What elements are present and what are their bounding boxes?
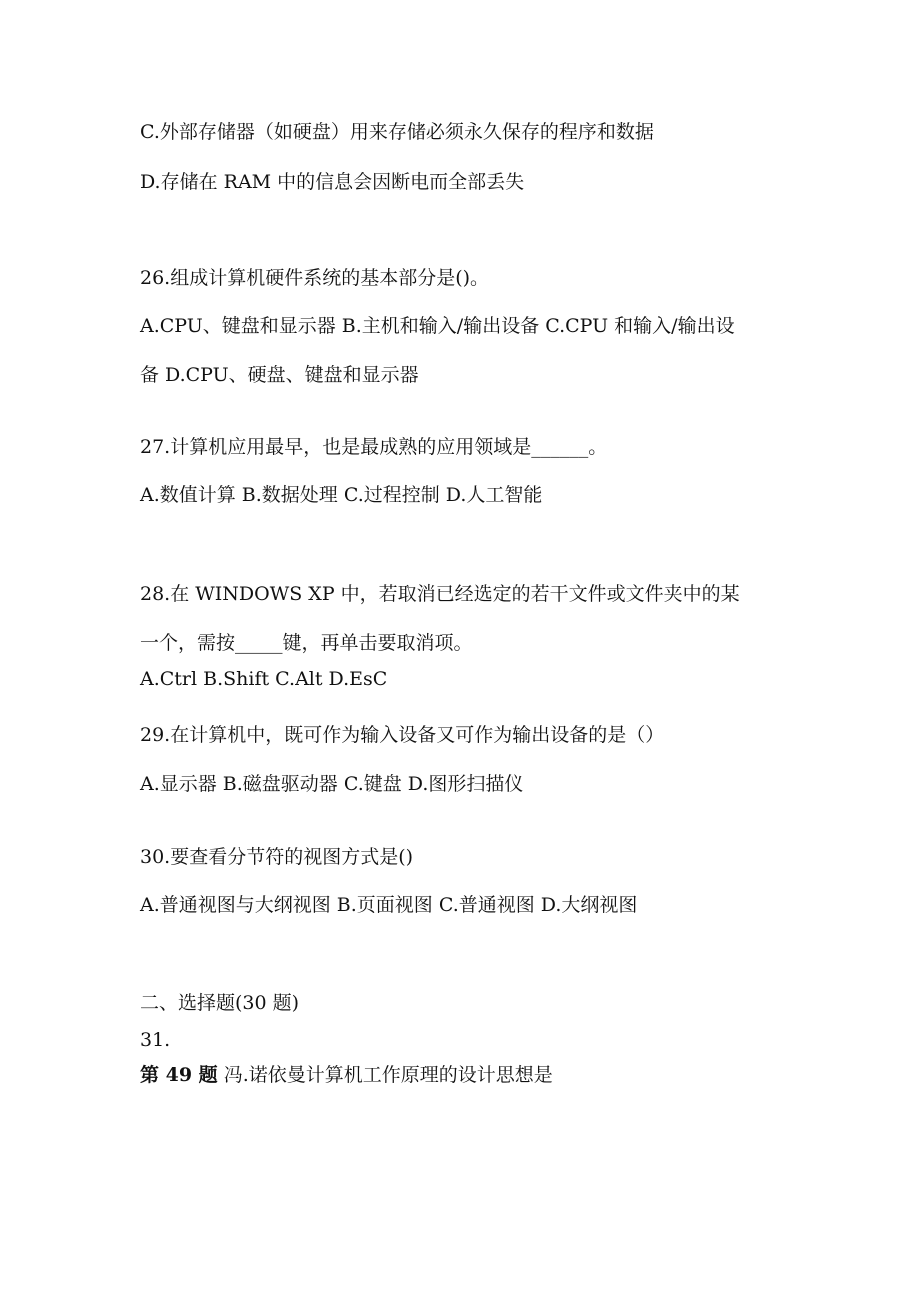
- question-28-line1: 28.在 WINDOWS XP 中，若取消已经选定的若干文件或文件夹中的某: [140, 583, 740, 605]
- question-29: 29.在计算机中，既可作为输入设备又可作为输出设备的是（）: [140, 724, 665, 746]
- question-31-number: 31.: [140, 1029, 171, 1051]
- option-c-text: C.外部存储器（如硬盘）用来存储必须永久保存的程序和数据: [140, 121, 654, 143]
- question-26-options-line1: A.CPU、键盘和显示器 B.主机和输入/输出设备 C.CPU 和输入/输出设: [140, 315, 735, 337]
- question-31-text: 冯.诺依曼计算机工作原理的设计思想是: [217, 1064, 553, 1086]
- question-27-options: A.数值计算 B.数据处理 C.过程控制 D.人工智能: [140, 484, 543, 506]
- question-27: 27.计算机应用最早，也是最成熟的应用领域是______。: [140, 436, 608, 458]
- question-29-options: A.显示器 B.磁盘驱动器 C.键盘 D.图形扫描仪: [140, 773, 524, 795]
- question-30-options: A.普通视图与大纲视图 B.页面视图 C.普通视图 D.大纲视图: [140, 894, 638, 916]
- question-26: 26.组成计算机硬件系统的基本部分是()。: [140, 267, 490, 289]
- section-heading: 二、选择题(30 题): [140, 992, 300, 1014]
- question-30: 30.要查看分节符的视图方式是(): [140, 846, 414, 868]
- question-26-options-line2: 备 D.CPU、硬盘、键盘和显示器: [140, 364, 419, 386]
- question-31: [140, 1063, 553, 1087]
- option-d-text: D.存储在 RAM 中的信息会因断电而全部丢失: [140, 171, 525, 193]
- question-31-label: 第 49 题: [140, 1064, 218, 1086]
- question-28-options: A.Ctrl B.Shift C.Alt D.EsC: [140, 668, 388, 690]
- question-28-line2: 一个，需按_____键，再单击要取消项。: [140, 632, 473, 654]
